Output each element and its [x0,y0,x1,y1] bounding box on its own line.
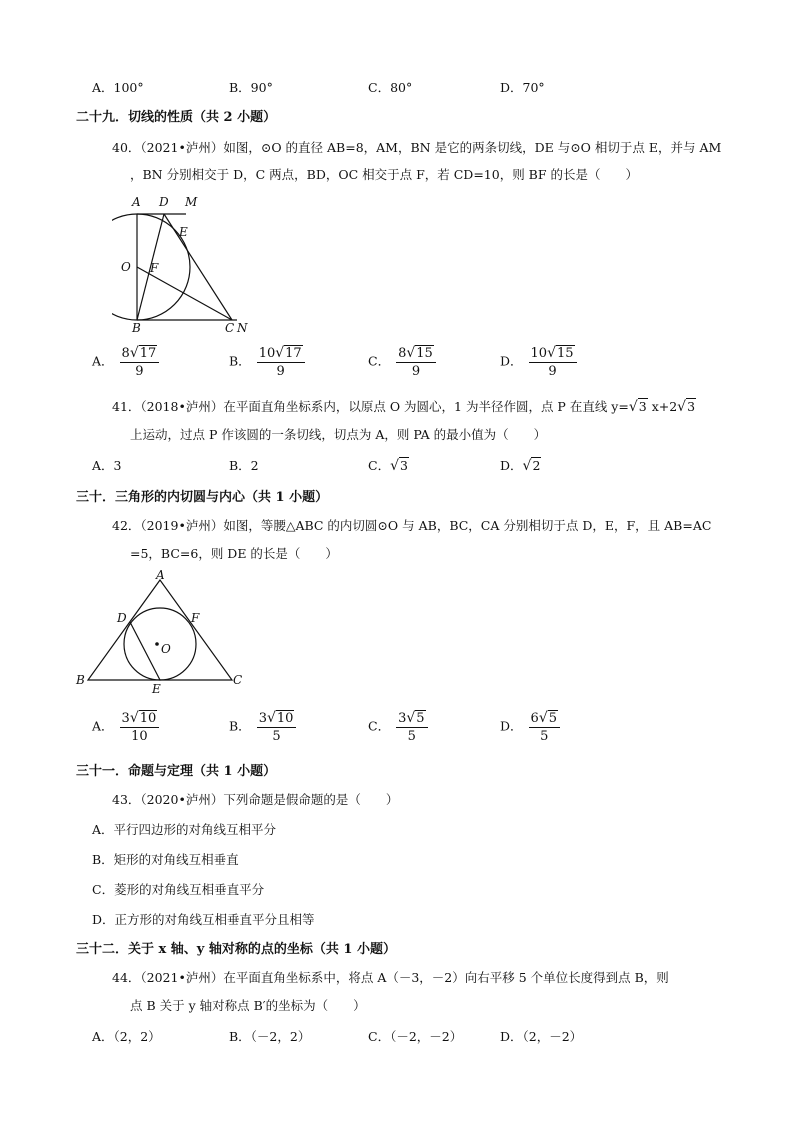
section-heading-30: 三十．三角形的内切圆与内心（共 1 小题） [76,490,329,505]
q44-stem-line1: 44．（2021•泸州）在平面直角坐标系中，将点 A（－3，－2）向右平移 5 个单位长度得到点 B，则 [112,970,669,985]
q40-option-d: D． $\frac{10√15}{9}$ [500,345,577,379]
q40-label-f: F [150,261,159,275]
section-heading-29: 二十九．切线的性质（共 2 小题） [76,110,277,125]
q42-stem-line2: =5，BC=6，则 DE 的长是（ ） [130,546,338,561]
q41-option-d: D．√2 [500,458,541,474]
q44-option-b: B．（－2，2） [229,1029,311,1044]
q42-label-o: O [161,642,171,656]
q42-option-d: D． $\frac{6√5}{5}$ [500,710,560,744]
q40-label-b: B [132,321,141,335]
q42-option-b: B． $\frac{3√10}{5}$ [229,710,296,744]
q40-label-o: O [121,260,131,274]
q42-option-c: C． $\frac{3√5}{5}$ [368,710,428,744]
q42-label-e: E [152,682,161,695]
q39-option-b: B．90° [229,80,273,95]
q40-label-d: D [159,195,169,209]
q42-label-b: B [76,673,85,687]
q43-option-c: C．菱形的对角线互相垂直平分 [92,882,265,897]
q42-center-dot [155,642,159,646]
q42-figure [72,565,252,695]
q44-stem-line2: 点 B 关于 y 轴对称点 B′的坐标为（ ） [130,998,366,1013]
q40-stem-line1: 40．（2021•泸州）如图，⊙O 的直径 AB=8，AM，BN 是它的两条切线，DE 与⊙O 相切于点 E，并与 AM [112,140,722,155]
q42-triangle [88,580,232,680]
q43-option-a: A．平行四边形的对角线互相平分 [92,822,277,837]
q43-stem: 43．（2020•泸州）下列命题是假命题的是（ ） [112,792,399,807]
q42-line-de [130,622,160,680]
q44-option-d: D．（2，－2） [500,1029,583,1044]
q41-option-b: B．2 [229,458,259,473]
q40-label-n: N [237,321,248,335]
q40-option-b: B． $\frac{10√17}{9}$ [229,345,305,379]
q41-option-a: A．3 [92,458,122,473]
q42-label-a: A [156,568,165,582]
q41-stem-line1: 41．（2018•泸州）在平面直角坐标系内，以原点 O 为圆心，1 为半径作圆，点 P 在直线 y=√3 x+2√3 [112,399,696,415]
q41-option-c: C．√3 [368,458,408,474]
q39-option-a: A．100° [92,80,144,95]
q42-label-c: C [233,673,243,687]
q43-option-d: D．正方形的对角线互相垂直平分且相等 [92,912,315,927]
q40-option-c: C． $\frac{8√15}{9}$ [368,345,436,379]
q40-figure [112,190,262,335]
q40-label-m: M [185,195,198,209]
q41-stem-line2: 上运动，过点 P 作该圆的一条切线，切点为 A，则 PA 的最小值为（ ） [130,427,547,442]
q44-option-c: C．（－2，－2） [368,1029,463,1044]
q40-label-c: C [225,321,235,335]
q44-option-a: A．（2，2） [92,1029,161,1044]
q42-option-a: A． $\frac{3√10}{10}$ [92,710,159,744]
q42-stem-line1: 42．（2019•泸州）如图，等腰△ABC 的内切圆⊙O 与 AB，BC，CA 分别相切于点 D，E，F，且 AB=AC [112,518,712,533]
q40-label-a: A [132,195,141,209]
q42-label-d: D [117,611,127,625]
q43-option-b: B．矩形的对角线互相垂直 [92,852,239,867]
q39-option-c: C．80° [368,80,413,95]
q42-incircle [124,608,196,680]
q42-label-f: F [191,611,200,625]
q40-label-e: E [179,225,188,239]
q39-option-d: D．70° [500,80,545,95]
q40-stem-line2: ，BN 分别相交于 D，C 两点，BD，OC 相交于点 F，若 CD=10，则 BF 的长是（ ） [130,167,639,182]
section-heading-31: 三十一．命题与定理（共 1 小题） [76,764,277,779]
q40-option-a: A． $\frac{8√17}{9}$ [92,345,159,379]
section-heading-32: 三十二．关于 x 轴、y 轴对称的点的坐标（共 1 小题） [76,942,396,957]
